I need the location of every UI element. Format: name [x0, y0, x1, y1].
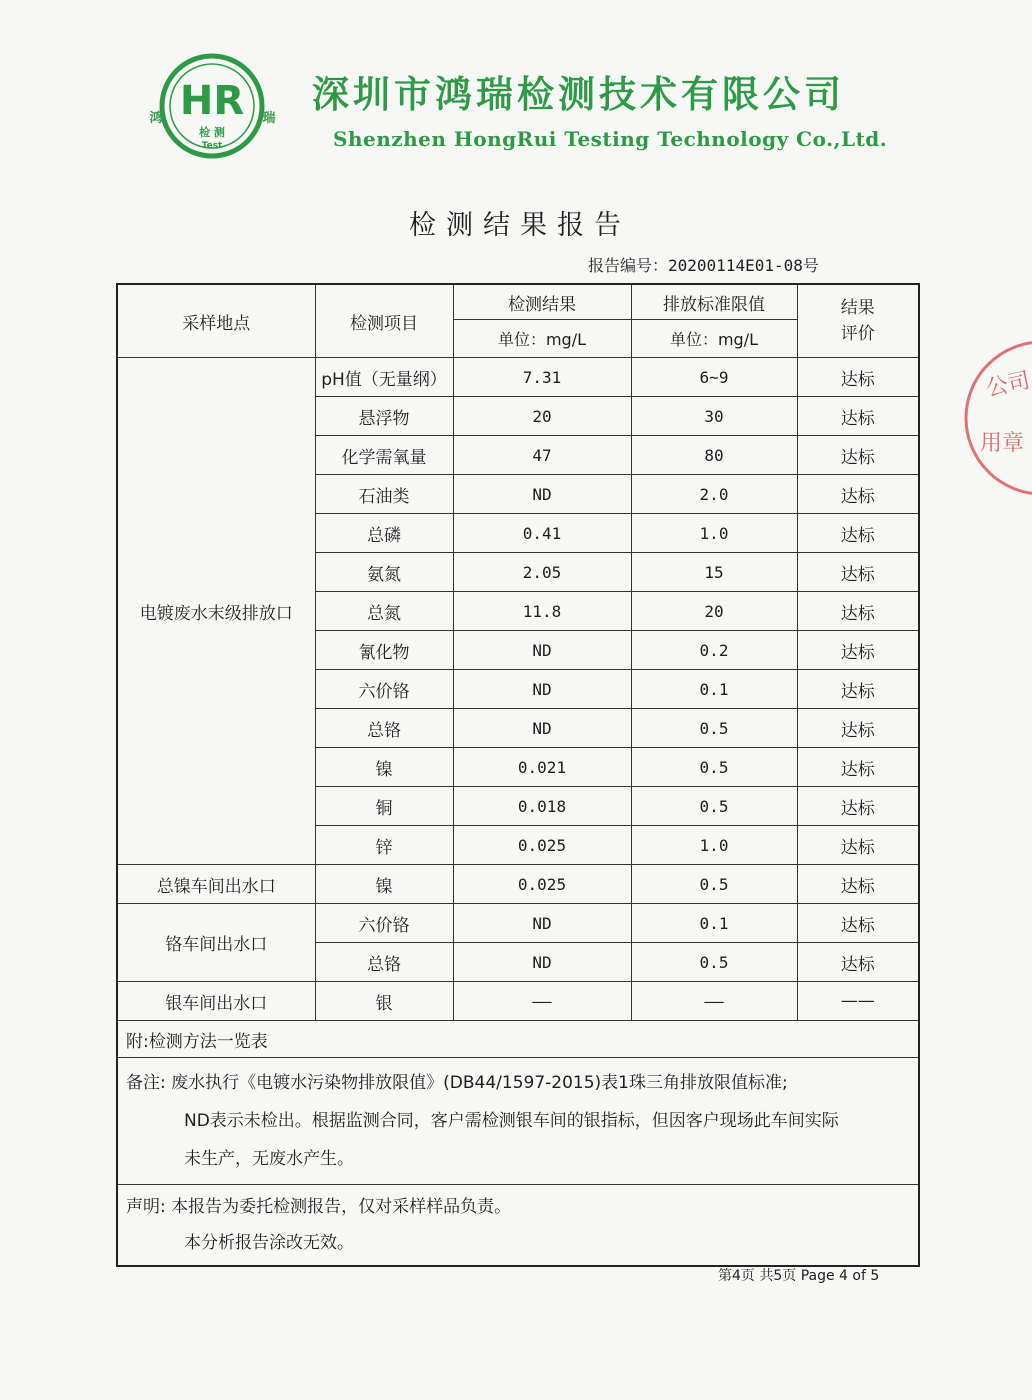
statement-line-2: 本分析报告涂改无效。 — [184, 1233, 354, 1253]
statement-label: 声明: — [126, 1197, 166, 1217]
limit-value: 15 — [631, 553, 797, 592]
limit-value: 6~9 — [631, 358, 797, 397]
evaluation: 达标 — [797, 553, 919, 592]
company-name-en: Shenzhen HongRui Testing Technology Co.,Ltd. — [333, 127, 888, 151]
table-row — [117, 982, 919, 1021]
test-item: 六价铬 — [315, 670, 453, 709]
test-item: 铜 — [315, 787, 453, 826]
evaluation: 达标 — [797, 397, 919, 436]
logo-sub-cn: 检 测 — [199, 126, 225, 139]
sampling-site: 总镍车间出水口 — [117, 865, 315, 904]
remark-row — [117, 1058, 919, 1185]
test-item: 总铬 — [315, 943, 453, 982]
limit-value: 0.5 — [631, 787, 797, 826]
header-limit-unit: 单位：mg/L — [631, 320, 797, 358]
limit-value: 0.1 — [631, 670, 797, 709]
header-evaluation: 结果 评价 — [797, 284, 919, 358]
evaluation: 达标 — [797, 826, 919, 865]
limit-value: 20 — [631, 592, 797, 631]
limit-value: 0.5 — [631, 865, 797, 904]
header-result: 检测结果 — [453, 284, 631, 320]
limit-value: 0.1 — [631, 904, 797, 943]
evaluation: 达标 — [797, 475, 919, 514]
test-result: —— — [453, 982, 631, 1021]
test-item: 石油类 — [315, 475, 453, 514]
report-number — [588, 253, 819, 276]
table-row — [117, 904, 919, 943]
test-result: 0.025 — [453, 865, 631, 904]
appendix-row — [117, 1021, 919, 1058]
evaluation: 达标 — [797, 514, 919, 553]
appendix-note: 附:检测方法一览表 — [117, 1021, 919, 1058]
limit-value: 0.5 — [631, 709, 797, 748]
test-result: 0.41 — [453, 514, 631, 553]
evaluation: 达标 — [797, 358, 919, 397]
limit-value: 1.0 — [631, 514, 797, 553]
evaluation: 达标 — [797, 670, 919, 709]
statement-row — [117, 1185, 919, 1267]
stamp-text-1: 公司 — [984, 368, 1032, 402]
evaluation: 达标 — [797, 865, 919, 904]
test-item: 镍 — [315, 748, 453, 787]
test-result: ND — [453, 904, 631, 943]
evaluation: 达标 — [797, 592, 919, 631]
test-item: 银 — [315, 982, 453, 1021]
test-result: 7.31 — [453, 358, 631, 397]
test-item: 氰化物 — [315, 631, 453, 670]
test-item: 化学需氧量 — [315, 436, 453, 475]
hr-logo — [148, 52, 276, 160]
test-result: ND — [453, 631, 631, 670]
results-table — [116, 283, 920, 1267]
test-result: ND — [453, 475, 631, 514]
statement-line-1: 本报告为委托检测报告，仅对采样样品负责。 — [171, 1197, 512, 1217]
company-seal-stamp — [942, 318, 1032, 518]
company-name-cn: 深圳市鸿瑞检测技术有限公司 — [312, 73, 845, 116]
remark-line-3: 未生产，无废水产生。 — [184, 1149, 354, 1169]
report-number-value: 20200114E01-08号 — [668, 256, 819, 275]
header-site: 采样地点 — [117, 284, 315, 358]
test-result: 2.05 — [453, 553, 631, 592]
evaluation: 达标 — [797, 787, 919, 826]
remark-cell — [117, 1058, 919, 1185]
header-item: 检测项目 — [315, 284, 453, 358]
logo-letters: HR — [179, 78, 245, 124]
test-result: 47 — [453, 436, 631, 475]
remark-label: 备注: — [126, 1073, 166, 1093]
evaluation: —— — [797, 982, 919, 1021]
test-result: 0.021 — [453, 748, 631, 787]
limit-value: 0.5 — [631, 748, 797, 787]
limit-value: 2.0 — [631, 475, 797, 514]
page-number: 第4页 共5页 Page 4 of 5 — [718, 1268, 880, 1284]
sampling-site: 铬车间出水口 — [117, 904, 315, 982]
remark-line-2: ND表示未检出。根据监测合同，客户需检测银车间的银指标，但因客户现场此车间实际 — [184, 1111, 839, 1131]
test-item: 总磷 — [315, 514, 453, 553]
logo-sub-en: Test — [201, 141, 223, 151]
test-result: 20 — [453, 397, 631, 436]
table-row — [117, 865, 919, 904]
table-header-row — [117, 284, 919, 320]
limit-value: 30 — [631, 397, 797, 436]
limit-value: 0.2 — [631, 631, 797, 670]
test-item: 悬浮物 — [315, 397, 453, 436]
sampling-site: 电镀废水末级排放口 — [117, 358, 315, 865]
limit-value: 80 — [631, 436, 797, 475]
test-item: 六价铬 — [315, 904, 453, 943]
evaluation: 达标 — [797, 436, 919, 475]
limit-value: —— — [631, 982, 797, 1021]
test-item: 锌 — [315, 826, 453, 865]
test-result: 0.018 — [453, 787, 631, 826]
evaluation: 达标 — [797, 943, 919, 982]
stamp-text-2: 用章 — [980, 431, 1025, 456]
test-result: ND — [453, 709, 631, 748]
evaluation: 达标 — [797, 748, 919, 787]
evaluation: 达标 — [797, 904, 919, 943]
report-number-label: 报告编号： — [588, 256, 669, 275]
evaluation: 达标 — [797, 709, 919, 748]
test-result: 0.025 — [453, 826, 631, 865]
logo-right-char: 瑞 — [262, 111, 276, 126]
remark-line-1: 废水执行《电镀水污染物排放限值》(DB44/1597-2015)表1珠三角排放限值标准; — [171, 1073, 788, 1093]
limit-value: 0.5 — [631, 943, 797, 982]
test-result: 11.8 — [453, 592, 631, 631]
test-result: ND — [453, 943, 631, 982]
sampling-site: 银车间出水口 — [117, 982, 315, 1021]
logo-left-char: 鸿 — [149, 111, 163, 126]
test-result: ND — [453, 670, 631, 709]
table-row — [117, 358, 919, 397]
test-item: 总铬 — [315, 709, 453, 748]
header-result-unit: 单位：mg/L — [453, 320, 631, 358]
evaluation: 达标 — [797, 631, 919, 670]
report-title: 检测结果报告 — [409, 210, 631, 241]
test-item: 总氮 — [315, 592, 453, 631]
statement-cell — [117, 1185, 919, 1267]
header-limit: 排放标准限值 — [631, 284, 797, 320]
test-item: 氨氮 — [315, 553, 453, 592]
test-item: pH值（无量纲） — [315, 358, 453, 397]
limit-value: 1.0 — [631, 826, 797, 865]
test-item: 镍 — [315, 865, 453, 904]
